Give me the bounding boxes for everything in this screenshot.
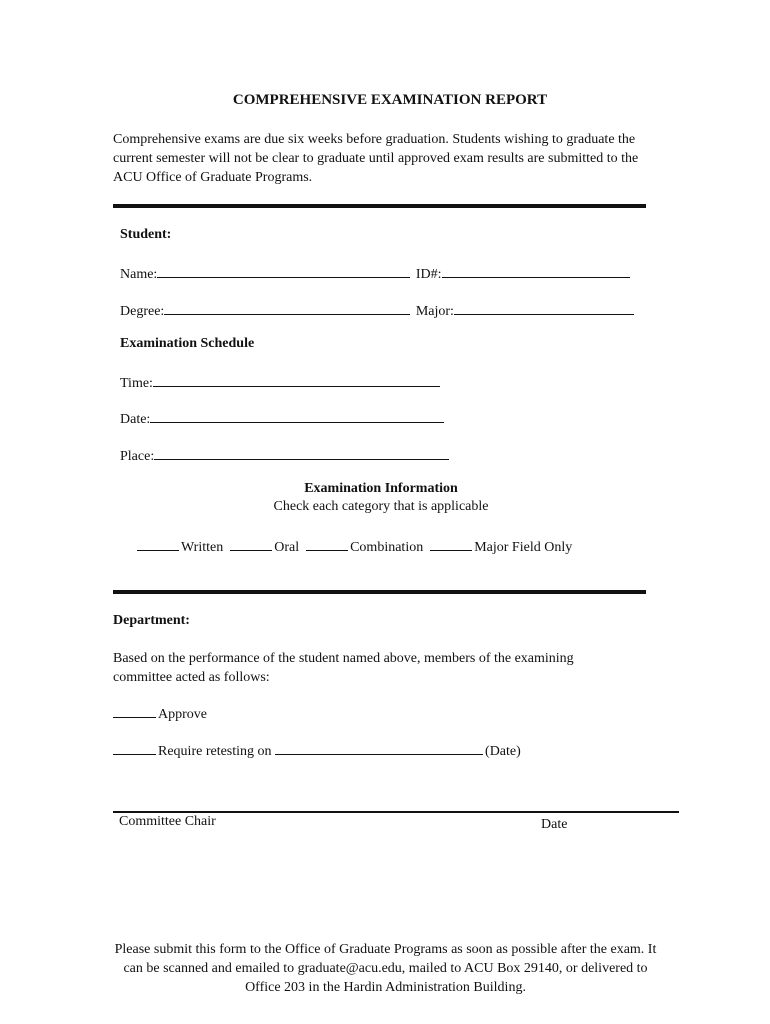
exam-category-row <box>137 536 572 556</box>
degree-label: Degree: <box>120 304 165 319</box>
retest-row <box>113 740 521 760</box>
major-field[interactable] <box>454 300 634 315</box>
date-label: Date: <box>120 412 151 427</box>
name-row <box>120 263 632 283</box>
written-checkbox[interactable] <box>137 536 179 551</box>
student-heading: Student: <box>120 227 172 242</box>
name-label: Name: <box>120 267 158 282</box>
oral-label: Oral <box>274 540 300 555</box>
page-title: COMPREHENSIVE EXAMINATION REPORT <box>232 92 548 108</box>
approve-checkbox[interactable] <box>113 703 156 718</box>
section-divider <box>113 590 646 594</box>
major-label: Major: <box>415 304 454 319</box>
retest-label: Require retesting on <box>158 744 272 759</box>
place-field[interactable] <box>154 445 449 460</box>
combination-label: Combination <box>350 540 424 555</box>
retest-checkbox[interactable] <box>113 740 156 755</box>
retest-date-suffix: (Date) <box>485 744 521 759</box>
schedule-heading: Examination Schedule <box>120 336 255 351</box>
written-label: Written <box>181 540 224 555</box>
exam-info-heading: Examination Information <box>304 481 458 496</box>
committee-chair-label: Committee Chair <box>119 814 216 829</box>
time-label: Time: <box>120 376 153 391</box>
intro-paragraph: Comprehensive exams are due six weeks before graduation. Students wishing to graduate the current semester will not be clear to graduate until approved exam results are submitted to the ACU Office of Graduate Programs. <box>113 132 639 185</box>
oral-checkbox[interactable] <box>230 536 272 551</box>
name-field[interactable] <box>157 263 410 278</box>
signature-date-label: Date <box>541 817 568 832</box>
major-field-label: Major Field Only <box>474 540 573 555</box>
section-divider <box>113 204 646 208</box>
time-field[interactable] <box>153 372 440 387</box>
signature-line[interactable] <box>113 811 679 813</box>
major-field-checkbox[interactable] <box>430 536 472 551</box>
time-row <box>120 372 442 392</box>
combination-checkbox[interactable] <box>306 536 348 551</box>
footer-instructions: Please submit this form to the Office of Graduate Programs as soon as possible after the exam. It can be scanned and emailed to graduate@acu.edu, mailed to ACU Box 29140, or delivered to Office 203 in the Hardin Administration Building. <box>114 942 657 995</box>
approve-label: Approve <box>158 707 207 722</box>
degree-field[interactable] <box>164 300 410 315</box>
id-label: ID#: <box>415 267 442 282</box>
place-row <box>120 445 451 465</box>
approve-row <box>113 703 207 723</box>
exam-info-subheading: Check each category that is applicable <box>273 499 489 514</box>
degree-row <box>120 300 636 320</box>
date-row <box>120 408 446 428</box>
date-field[interactable] <box>150 408 444 423</box>
id-field[interactable] <box>442 263 630 278</box>
place-label: Place: <box>120 449 155 464</box>
department-heading: Department: <box>113 613 190 628</box>
retest-date-field[interactable] <box>275 740 483 755</box>
department-description: Based on the performance of the student named above, members of the examining committee acted as follows: <box>113 651 574 685</box>
